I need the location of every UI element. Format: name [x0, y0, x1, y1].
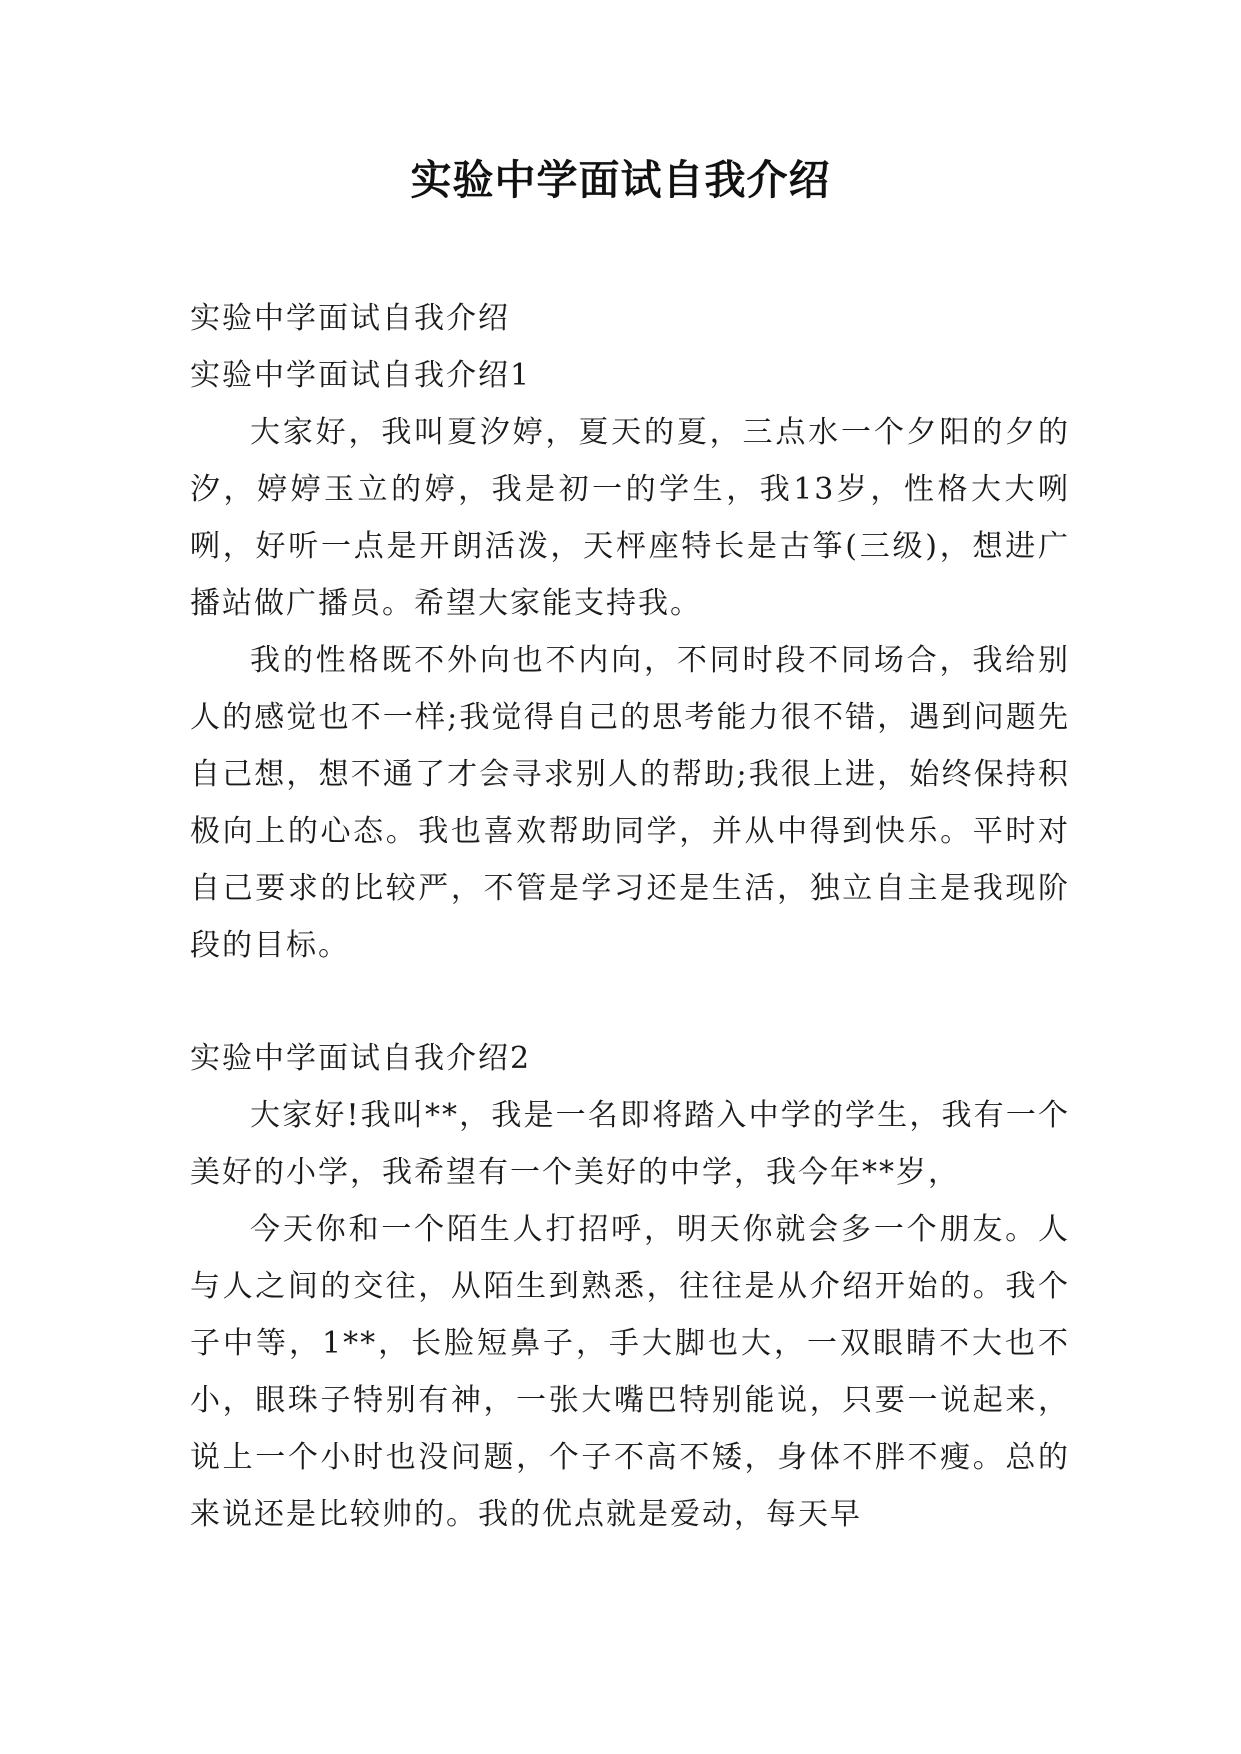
section-2-paragraph-2: 今天你和一个陌生人打招呼，明天你就会多一个朋友。人与人之间的交往，从陌生到熟悉，往往是从介绍开始的。我个子中等，1**，长脸短鼻子，手大脚也大，一双眼睛不大也不小，眼珠子特别有神，一张大嘴巴特别能说，只要一说起来，说上一个小时也没问题，个子不高不矮，身体不胖不瘦。总的来说还是比较帅的。我的优点就是爱动，每天早 [190, 1212, 1070, 1532]
document-title: 实验中学面试自我介绍 [410, 156, 831, 204]
section-1-paragraph-2: 我的性格既不外向也不内向，不同时段不同场合，我给别人的感觉也不一样;我觉得自己的思考能力很不错，遇到问题先自己想，想不通了才会寻求别人的帮助;我很上进，始终保持积极向上的心态。我也喜欢帮助同学，并从中得到快乐。平时对自己要求的比较严，不管是学习还是生活，独立自主是我现阶段的目标。 [190, 643, 1070, 963]
section-2-paragraph-1: 大家好!我叫**，我是一名即将踏入中学的学生，我有一个美好的小学，我希望有一个美好的中学，我今年**岁， [190, 1098, 1070, 1190]
document-body [190, 290, 1070, 1543]
section-1-paragraph-1: 大家好，我叫夏汐婷，夏天的夏，三点水一个夕阳的夕的汐，婷婷玉立的婷，我是初一的学生，我13岁，性格大大咧咧，好听一点是开朗活泼，天枰座特长是古筝(三级)，想进广播站做广播员。希望大家能支持我。 [190, 415, 1070, 621]
section-1-heading: 实验中学面试自我介绍1 [190, 358, 532, 393]
section-spacer [190, 974, 1070, 1030]
document-subtitle: 实验中学面试自我介绍 [190, 301, 510, 336]
section-2-heading: 实验中学面试自我介绍2 [190, 1041, 532, 1076]
